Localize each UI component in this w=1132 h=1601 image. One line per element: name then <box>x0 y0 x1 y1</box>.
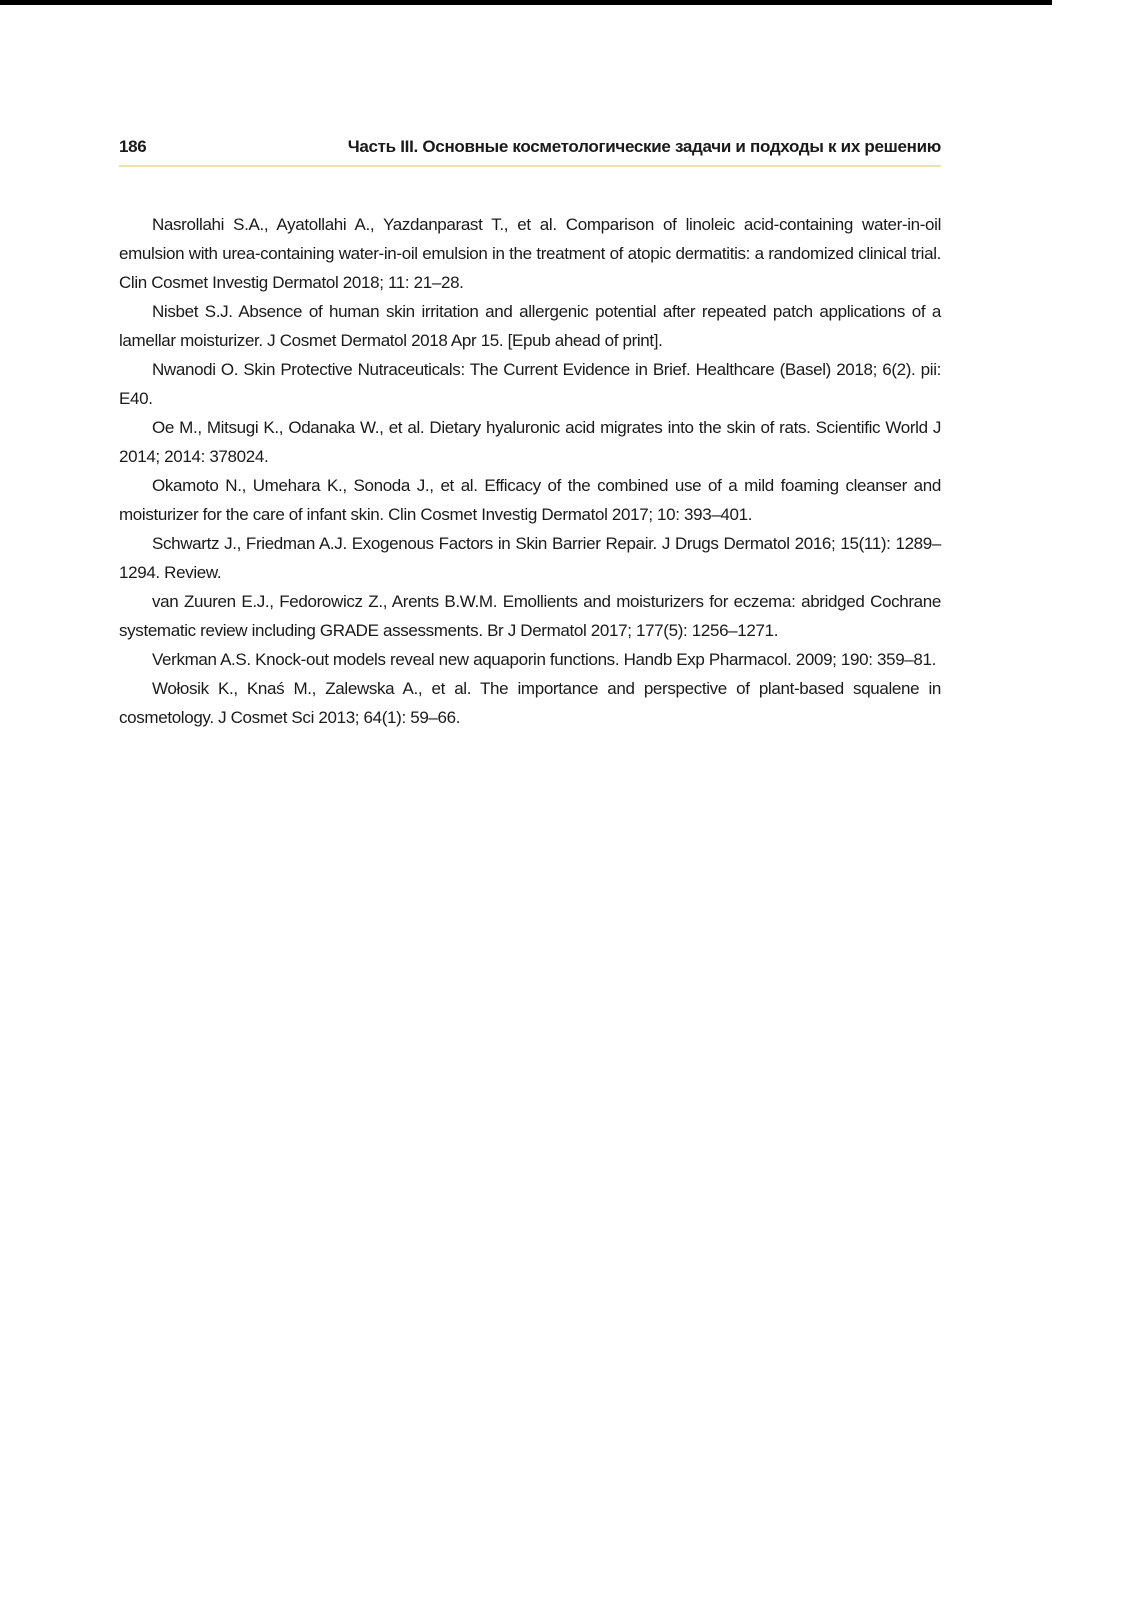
running-header <box>119 131 941 163</box>
reference-entry: Oe M., Mitsugi K., Odanaka W., et al. Dietary hyaluronic acid migrates into the skin of rats. Scientific World J 2014; 2014: 378024. <box>119 418 941 466</box>
reference-entry: Nasrollahi S.A., Ayatollahi A., Yazdanparast T., et al. Comparison of linoleic acid-containing water-in-oil emulsion with urea-containing water-in-oil emulsion in the treatment of atopic dermatitis: a randomized clinical trial. Clin Cosmet Investig Dermatol 2018; 11: 21–28. <box>119 215 941 292</box>
reference-entry: Schwartz J., Friedman A.J. Exogenous Factors in Skin Barrier Repair. J Drugs Dermatol 2016; 15(11): 1289–1294. Review. <box>119 534 941 582</box>
reference-entry: Wołosik K., Knaś M., Zalewska A., et al. The importance and perspective of plant-based squalene in cosmetology. J Cosmet Sci 2013; 64(1): 59–66. <box>119 679 941 727</box>
reference-entry: Nwanodi O. Skin Protective Nutraceuticals: The Current Evidence in Brief. Healthcare (Basel) 2018; 6(2). pii: E40. <box>119 360 941 408</box>
reference-list <box>119 210 941 732</box>
reference-entry: van Zuuren E.J., Fedorowicz Z., Arents B.W.M. Emollients and moisturizers for eczema: abridged Cochrane systematic review including GRADE assessments. Br J Dermatol 2017; 177(5): 1256–1271. <box>119 592 941 640</box>
chapter-title: Часть III. Основные косметологические задачи и подходы к их решению <box>347 137 941 156</box>
header-rule <box>119 165 941 167</box>
top-border-bar <box>0 0 1052 5</box>
page-number: 186 <box>119 137 147 156</box>
reference-entry: Verkman A.S. Knock-out models reveal new aquaporin functions. Handb Exp Pharmacol. 2009; 190: 359–81. <box>152 650 936 669</box>
reference-entry: Okamoto N., Umehara K., Sonoda J., et al. Efficacy of the combined use of a mild foaming cleanser and moisturizer for the care of infant skin. Clin Cosmet Investig Dermatol 2017; 10: 393–401. <box>119 476 941 524</box>
reference-entry: Nisbet S.J. Absence of human skin irritation and allergenic potential after repeated patch applications of a lamellar moisturizer. J Cosmet Dermatol 2018 Apr 15. [Epub ahead of print]. <box>119 302 941 350</box>
